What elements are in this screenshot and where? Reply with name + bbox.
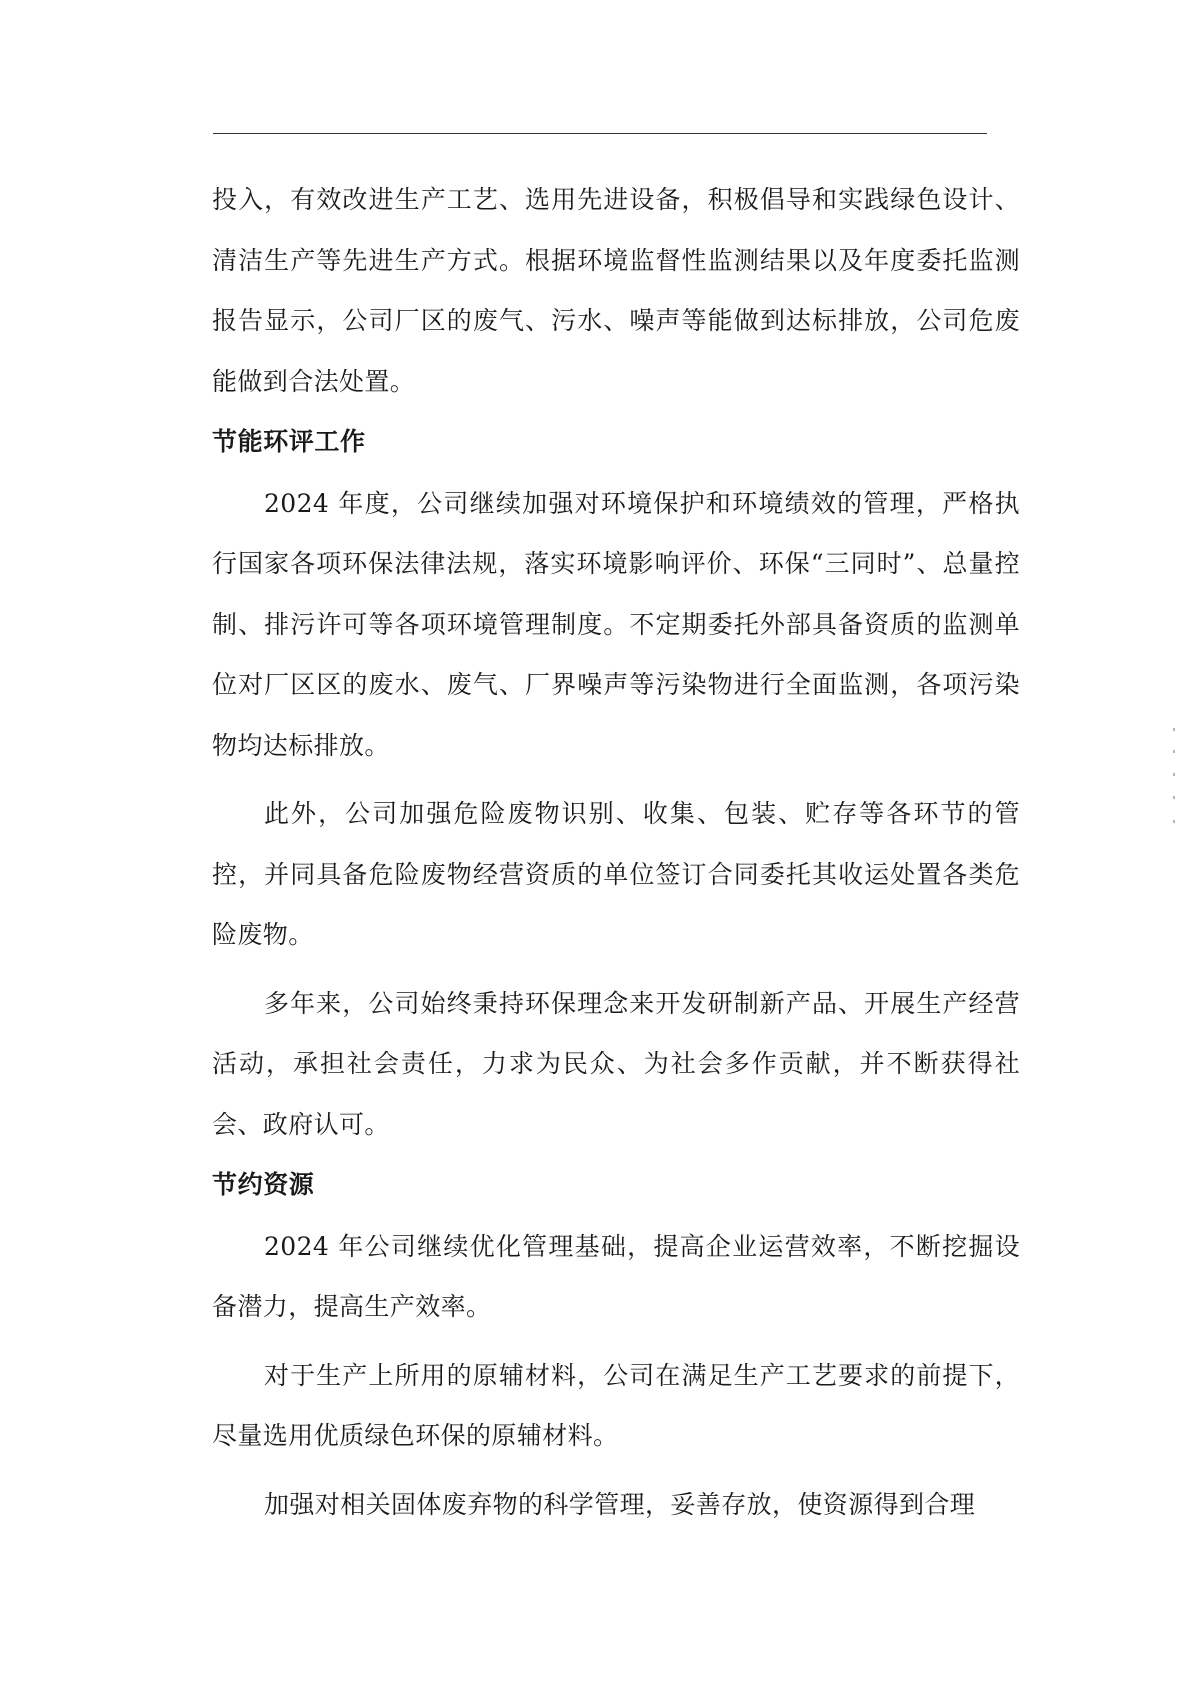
body-paragraph: 加强对相关固体废弃物的科学管理，妥善存放，使资源得到合理 [264,1489,976,1519]
section-heading-resource-saving: 节约资源 [212,1170,315,1199]
body-paragraph: 此外，公司加强危险废物识别、收集、包装、贮存等各环节的管控，并同具备危险废物经营资质的单位签订合同委托其收运处置各类危险废物。 [212,799,1020,949]
section-heading-energy-eia: 节能环评工作 [212,427,366,456]
scan-mark [1173,820,1175,823]
document-body [212,170,1020,1535]
continued-paragraph: 投入，有效改进生产工艺、选用先进设备，积极倡导和实践绿色设计、清洁生产等先进生产方式。根据环境监督性监测结果以及年度委托监测报告显示，公司厂区的废气、污水、噪声等能做到达标排放，公司危废能做到合法处置。 [212,185,1020,396]
scan-mark [1173,773,1175,776]
scan-artifact-marks [1173,728,1177,838]
body-paragraph: 2024 年公司继续优化管理基础，提高企业运营效率，不断挖掘设备潜力，提高生产效率。 [212,1231,1020,1321]
scan-mark [1173,728,1175,731]
body-paragraph: 对于生产上所用的原辅材料，公司在满足生产工艺要求的前提下，尽量选用优质绿色环保的原辅材料。 [212,1360,1020,1450]
body-paragraph: 多年来，公司始终秉持环保理念来开发研制新产品、开展生产经营活动，承担社会责任，力求为民众、为社会多作贡献，并不断获得社会、政府认可。 [212,988,1020,1139]
body-paragraph: 2024 年度，公司继续加强对环境保护和环境绩效的管理，严格执行国家各项环保法律法规，落实环境影响评价、环保“三同时”、总量控制、排污许可等各项环境管理制度。不定期委托外部具备资质的监测单位对厂区区的废水、废气、厂界噪声等污染物进行全面监测，各项污染物均达标排放。 [212,488,1020,760]
scan-mark [1173,796,1175,799]
scan-mark [1173,750,1175,753]
header-divider [213,133,987,134]
